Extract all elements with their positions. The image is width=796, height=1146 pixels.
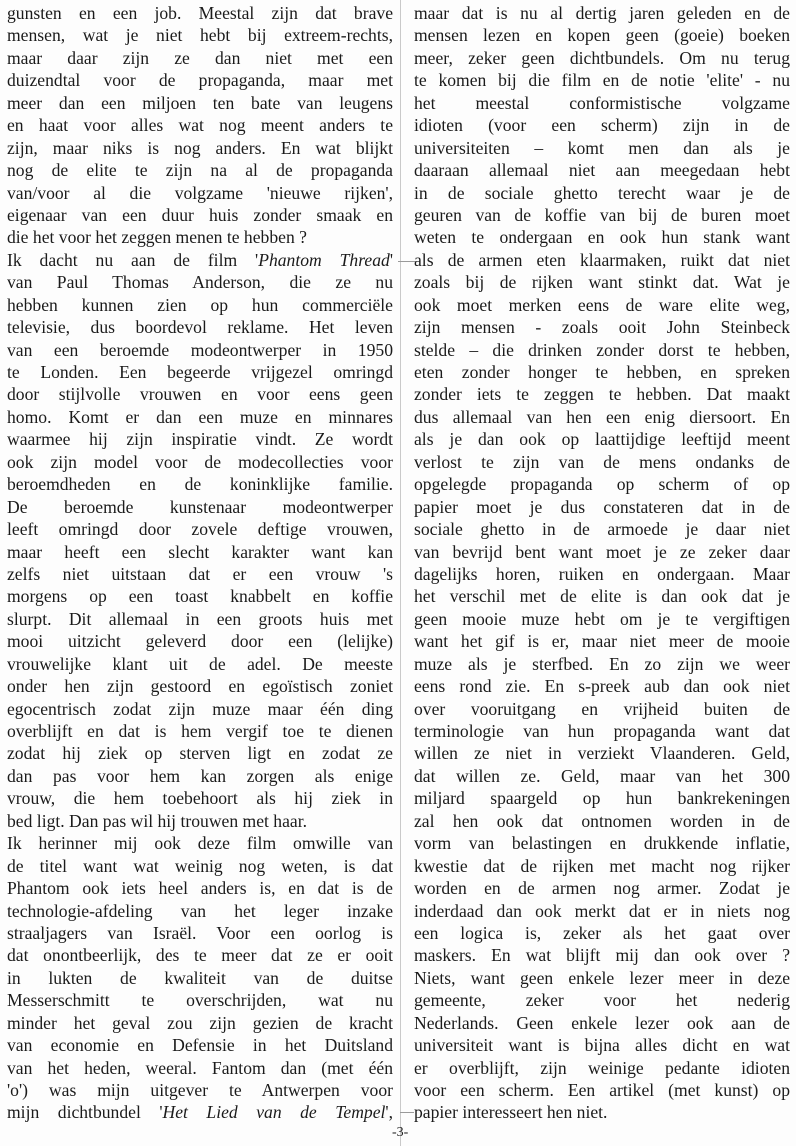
text-line: mensen lezen en kopen geen (goeie) boeken bbox=[414, 25, 790, 46]
text-line: ook zijn model voor de modecollecties voor bbox=[7, 451, 393, 472]
text-line: minder het geval zou zijn gezien de kracht bbox=[7, 1012, 393, 1033]
text-line: inderdaad dan ook merkt dat er in niets nog bbox=[414, 900, 790, 921]
text-line: van een beroemde modeontwerper in 1950 bbox=[7, 339, 393, 360]
text-line: daaraan allemaal niet aan meegedaan hebt bbox=[414, 160, 790, 181]
text-line: beroemdheden en de koninklijke familie. bbox=[7, 474, 393, 495]
text-line: terminologie van hun propaganda want dat bbox=[414, 721, 790, 741]
text-line: dus allemaal van hen een enig diersoort. En bbox=[414, 406, 790, 427]
text-line: te komen bij die film en de notie 'elite' - nu bbox=[414, 70, 790, 91]
text-line: waarmee hij zijn inspiratie vindt. Ze wordt bbox=[7, 429, 393, 450]
text-line: als de armen eten klaarmaken, ruikt dat niet bbox=[414, 249, 790, 270]
text-line: dat onontbeerlijk, des te meer dat ze er ooit bbox=[7, 945, 393, 966]
text-line: miljard spaargeld op hun bankrekeningen bbox=[414, 788, 790, 809]
text-line: nog de elite te zijn na al de propaganda bbox=[7, 160, 393, 181]
text-line: mooi uitzicht geleverd door een (lelijke) bbox=[7, 631, 393, 652]
text-line: muze als je sterfbed. En zo zijn we weer bbox=[414, 653, 790, 674]
text-line: Niets, want geen enkele lezer meer in deze bbox=[414, 967, 790, 988]
text-line: stelde – die drinken zonder dorst te hebben, bbox=[414, 339, 790, 360]
text-line: Nederlands. Geen enkele lezer ook aan de bbox=[414, 1012, 790, 1033]
text-line: universiteit want is bijna alles dicht en wat bbox=[414, 1035, 790, 1056]
text-line: meer dan een miljoen ten bate van leugens bbox=[7, 92, 393, 113]
text-line: zodat hij ziek op sterven ligt en zodat ze bbox=[7, 743, 393, 764]
text-line: gunsten en een job. Meestal zijn dat brave bbox=[7, 3, 393, 23]
text-line: zonder iets te zeggen te hebben. Dat maakt bbox=[414, 384, 790, 405]
text-line: Messerschmitt te overschrijden, wat nu bbox=[7, 990, 393, 1011]
text-line: door stijlvolle vrouwen en voor eens geen bbox=[7, 384, 393, 405]
text-line: over vooruitgang en vrijheid buiten de bbox=[414, 698, 790, 719]
text-line: de titel want wat weinig nog weten, is dat bbox=[7, 855, 393, 876]
text-line: die het voor het zeggen menen te hebben ? bbox=[7, 227, 307, 248]
text-line: gemeente, zeker voor het nederig bbox=[414, 990, 790, 1011]
text-line: eens rond zie. En s-preek aub dan ook niet bbox=[414, 676, 790, 697]
text-line: 'o') was mijn uitgever te Antwerpen voor bbox=[7, 1080, 393, 1100]
page-number: -3- bbox=[392, 1125, 409, 1140]
text-line: van bevrijd bent want moet je ze zeker daar bbox=[414, 541, 790, 562]
left-text-column bbox=[7, 2, 393, 1124]
text-line: dan pas voor hem kan zorgen als enige bbox=[7, 765, 393, 786]
text-line: bed ligt. Dan pas wil hij trouwen met haar. bbox=[7, 810, 308, 831]
text-line: eigenaar van een duur huis zonder smaak en bbox=[7, 204, 393, 225]
text-line: ook moet merken eens de ware elite weg, bbox=[414, 294, 790, 315]
text-line: meer, zeker geen dichtbundels. Om nu terug bbox=[414, 47, 790, 68]
text-line: opgelegde propaganda op scherm of op bbox=[414, 474, 790, 495]
text-line: duizendtal voor de propaganda, maar met bbox=[7, 70, 393, 91]
text-line: er overblijft, zijn weinige pedante idioten bbox=[414, 1057, 790, 1078]
text-line: want het gif is er, maar niet meer de mooie bbox=[414, 631, 790, 652]
text-line: zelfs niet uitstaan dat er een vrouw 's bbox=[7, 563, 393, 584]
text-line: televisie, dus boordevol reklame. Het leven bbox=[7, 317, 393, 338]
text-line: zijn, maar niks is nog anders. En wat blijkt bbox=[7, 137, 393, 158]
text-line: morgens op een toast knabbelt en koffie bbox=[7, 586, 393, 607]
text-line: slurpt. Dit allemaal in een groots huis met bbox=[7, 608, 393, 629]
text-line: van Paul Thomas Anderson, die ze nu bbox=[7, 272, 393, 293]
text-line: technologie-afdeling van het leger inzake bbox=[7, 900, 393, 921]
text-line: eten zonder honger te hebben, en spreken bbox=[414, 362, 790, 382]
text-line: zijn mensen - zoals ooit John Steinbeck bbox=[414, 317, 790, 338]
scan-mark bbox=[400, 1112, 414, 1113]
text-line: Ik dacht nu aan de film 'Phantom Thread' bbox=[7, 249, 393, 270]
text-line: maar dat is nu al dertig jaren geleden en de bbox=[414, 3, 790, 23]
text-line: vorm van belastingen en drukkende inflatie, bbox=[414, 833, 790, 854]
text-line: willen ze niet in verziekt Vlaanderen. Geld, bbox=[414, 743, 790, 764]
text-line: en haat voor alles wat nog meent anders te bbox=[7, 115, 393, 136]
text-line: vrouw, die hem toebehoort als hij ziek in bbox=[7, 788, 393, 809]
text-line: mijn dichtbundel 'Het Lied van de Tempel', bbox=[7, 1102, 393, 1123]
text-line: van het heden, weeral. Fantom dan (met één bbox=[7, 1057, 393, 1078]
text-line: geuren van de koffie van bij de buren moet bbox=[414, 204, 790, 225]
text-line: onder hen zijn gestoord en egoïstisch zoniet bbox=[7, 676, 393, 697]
text-line: straaljagers van Israël. Voor een oorlog is bbox=[7, 922, 393, 943]
text-line: maar heeft een slecht karakter want kan bbox=[7, 541, 393, 562]
text-line: zal hen ook dat ontnomen worden in de bbox=[414, 810, 790, 831]
text-line: te Londen. Een begeerde vrijgezel omringd bbox=[7, 362, 393, 382]
text-line: voor een scherm. Een artikel (met kunst) op bbox=[414, 1080, 790, 1100]
text-line: De beroemde kunstenaar modeontwerper bbox=[7, 496, 393, 517]
text-line: maar daar zijn ze dan niet met een bbox=[7, 47, 393, 68]
text-line: een logica is, zeker als het gaat over bbox=[414, 922, 790, 943]
text-line: egocentrisch zodat zijn muze maar één ding bbox=[7, 698, 393, 719]
text-line: van economie en Defensie in het Duitsland bbox=[7, 1035, 393, 1056]
text-line: van/voor al die volgzame 'nieuwe rijken', bbox=[7, 182, 393, 203]
text-line: dagelijks horen, ruiken en ondergaan. Maar bbox=[414, 563, 790, 584]
text-line: zoals bij de rijken want stinkt dat. Wat je bbox=[414, 272, 790, 293]
text-line: hebben kunnen zien op hun commerciële bbox=[7, 294, 393, 315]
text-line: dat willen ze. Geld, maar van het 300 bbox=[414, 765, 790, 786]
text-line: als je dan ook op laattijdige leeftijd meent bbox=[414, 429, 790, 450]
text-line: maskers. En wat blijft mij dan ook over ? bbox=[414, 945, 790, 966]
text-line: Ik herinner mij ook deze film omwille van bbox=[7, 833, 393, 854]
text-line: papier moet je dus constateren dat in de bbox=[414, 496, 790, 517]
text-line: mensen, wat je niet hebt bij extreem-rechts, bbox=[7, 25, 393, 46]
right-text-column bbox=[414, 2, 790, 1124]
text-line: verlost te zijn van de mens ondanks de bbox=[414, 451, 790, 472]
text-line: Phantom ook iets heel anders is, en dat is de bbox=[7, 878, 393, 899]
text-line: leeft omringd door zovele deftige vrouwen, bbox=[7, 519, 393, 540]
text-line: in de sociale ghetto terecht waar je de bbox=[414, 182, 790, 203]
text-line: papier interesseert hen niet. bbox=[414, 1102, 608, 1123]
text-line: geen mooie muze hebt om je te vergiftigen bbox=[414, 608, 790, 629]
text-line: worden en de armen nog armer. Zodat je bbox=[414, 878, 790, 899]
text-line: kwestie dat de rijken met macht nog rijker bbox=[414, 855, 790, 876]
text-line: universiteiten – komt men dan als je bbox=[414, 137, 790, 158]
text-line: overblijft en dat is hem vergif toe te dienen bbox=[7, 721, 393, 741]
text-line: weten te ondergaan en ook hun stank want bbox=[414, 227, 790, 248]
text-line: vrouwelijke klant uit de adel. De meeste bbox=[7, 653, 393, 674]
text-line: sociale ghetto in de armoede je daar niet bbox=[414, 519, 790, 540]
text-line: in lukten de kwaliteit van de duitse bbox=[7, 967, 393, 988]
text-line: homo. Komt er dan een muze en minnares bbox=[7, 406, 393, 427]
text-line: het meestal conformistische volgzame bbox=[414, 92, 790, 113]
text-line: idioten (voor een scherm) zijn in de bbox=[414, 115, 790, 136]
text-line: het verschil met de elite is dan ook dat je bbox=[414, 586, 790, 607]
column-divider bbox=[400, 0, 401, 1146]
